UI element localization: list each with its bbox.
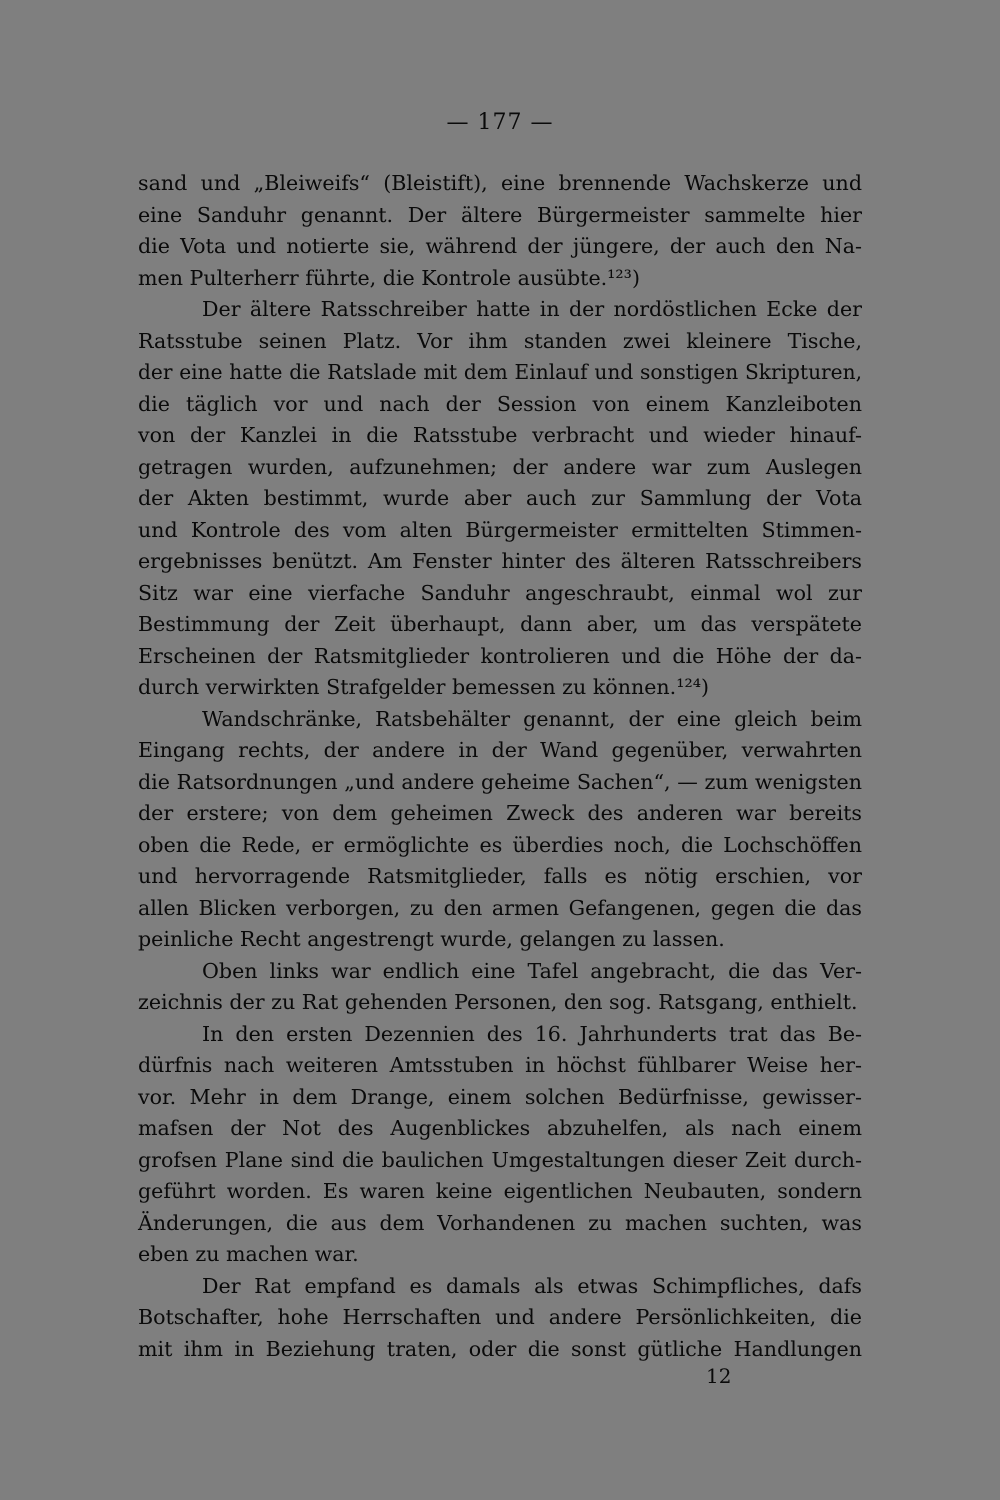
text-line: der Akten bestimmt, wurde aber auch zur Sammlung der Vota (138, 486, 862, 510)
text-line: die täglich vor und nach der Session von einem Kanzleiboten (138, 391, 862, 416)
text-line: getragen wurden, aufzunehmen; der andere war zum Auslegen (138, 454, 862, 479)
text-line: geführt worden. Es waren keine eigentlichen Neubauten, sondern (138, 1179, 862, 1203)
text-line: grofsen Plane sind die baulichen Umgestaltungen dieser Zeit durch- (138, 1147, 862, 1172)
text-line: eben zu machen war. (138, 1242, 359, 1266)
text-line: und hervorragende Ratsmitglieder, falls es nötig erschien, vor (138, 864, 862, 888)
text-line: eine Sanduhr genannt. Der ältere Bürgermeister sammelte hier (138, 202, 862, 227)
text-line: mafsen der Not des Augenblickes abzuhelfen, als nach einem (138, 1116, 862, 1140)
text-line: ergebnisses benützt. Am Fenster hinter des älteren Ratsschreibers (138, 549, 862, 573)
text-line: Ratsstube seinen Platz. Vor ihm standen zwei kleinere Tische, (138, 328, 862, 353)
text-line: dürfnis nach weiteren Amtsstuben in höchst fühlbarer Weise her- (138, 1053, 862, 1077)
text-line: die Ratsordnungen „und andere geheime Sachen“, — zum wenigsten (138, 769, 862, 794)
signature-mark: 12 (706, 1364, 732, 1388)
text-line: oben die Rede, er ermöglichte es überdies noch, die Lochschöffen (138, 832, 862, 857)
text-line: durch verwirkten Strafgelder bemessen zu können.¹²⁴) (138, 675, 710, 699)
text-line: Sitz war eine vierfache Sanduhr angeschraubt, einmal wol zur (138, 580, 862, 605)
text-line: Der ältere Ratsschreiber hatte in der nordöstlichen Ecke der (202, 297, 862, 321)
text-line: und Kontrole des vom alten Bürgermeister ermittelten Stimmen- (138, 517, 862, 542)
text-line: der eine hatte die Ratslade mit dem Einlauf und sonstigen Skripturen, (138, 360, 862, 384)
text-line: vor. Mehr in dem Drange, einem solchen Bedürfnisse, gewisser- (138, 1084, 862, 1109)
text-line: Änderungen, die aus dem Vorhandenen zu machen suchten, was (138, 1210, 862, 1235)
text-line: Der Rat empfand es damals als etwas Schimpfliches, dafs (202, 1273, 862, 1298)
text-line: Wandschränke, Ratsbehälter genannt, der eine gleich beim (202, 706, 862, 731)
text-line: Oben links war endlich eine Tafel angebracht, die das Ver- (202, 958, 862, 983)
text-line: Erscheinen der Ratsmitglieder kontrolieren und die Höhe der da- (138, 643, 862, 668)
body-text (138, 168, 862, 1365)
text-line: der erstere; von dem geheimen Zweck des anderen war bereits (138, 801, 862, 825)
text-line: allen Blicken verborgen, zu den armen Gefangenen, gegen die das (138, 895, 862, 920)
text-line: zeichnis der zu Rat gehenden Personen, den sog. Ratsgang, enthielt. (138, 990, 858, 1014)
text-line: peinliche Recht angestrengt wurde, gelangen zu lassen. (138, 927, 725, 951)
text-line: Botschafter, hohe Herrschaften und andere Persönlichkeiten, die (138, 1305, 862, 1329)
text-line: men Pulterherr führte, die Kontrole ausübte.¹²³) (138, 265, 640, 290)
text-line: die Vota und notierte sie, während der jüngere, der auch den Na- (138, 234, 862, 258)
text-line: Eingang rechts, der andere in der Wand gegenüber, verwahrten (138, 738, 862, 762)
page-number-header: — 177 — (446, 110, 554, 135)
text-line: Bestimmung der Zeit überhaupt, dann aber, um das verspätete (138, 612, 862, 636)
text-line: mit ihm in Beziehung traten, oder die sonst gütliche Handlungen (138, 1336, 862, 1361)
text-line: sand und „Bleiweifs“ (Bleistift), eine brennende Wachskerze und (138, 171, 862, 195)
text-line: In den ersten Dezennien des 16. Jahrhunderts trat das Be- (202, 1021, 862, 1046)
text-line: von der Kanzlei in die Ratsstube verbracht und wieder hinauf- (138, 423, 862, 447)
